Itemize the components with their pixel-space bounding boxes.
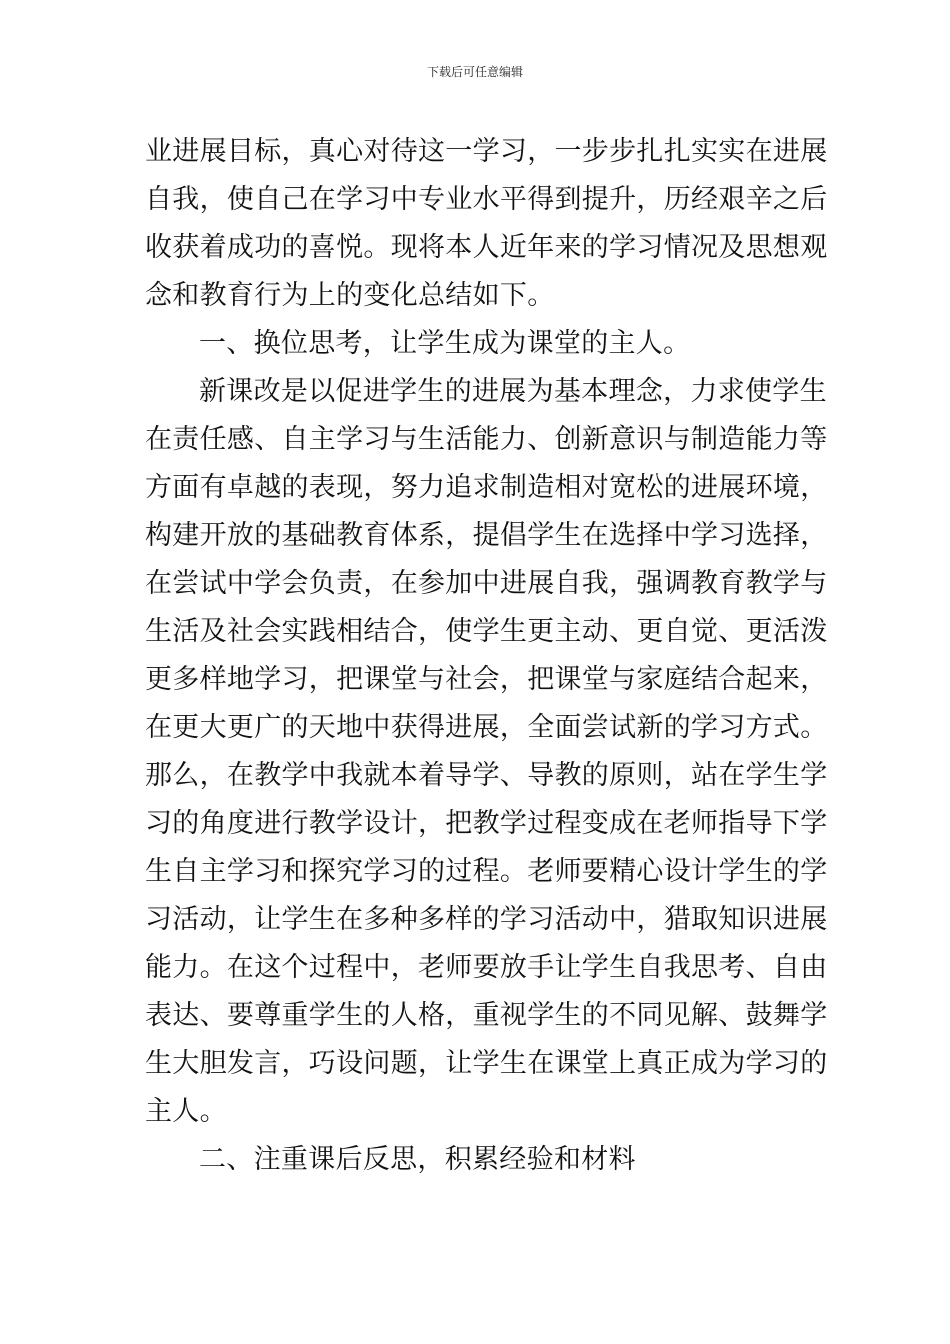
page-header: 下载后可任意编辑	[426, 65, 523, 79]
text-line: 自我，使自己在学习中专业水平得到提升，历经艰辛之后	[145, 184, 828, 215]
text-line: 更多样地学习，把课堂与社会，把课堂与家庭结合起来，	[145, 664, 828, 695]
text-line: 生大胆发言，巧设问题，让学生在课堂上真正成为学习的	[145, 1048, 828, 1079]
section-heading-2: 二、注重课后反思，积累经验和材料	[199, 1144, 636, 1175]
text-line: 在更大更广的天地中获得进展，全面尝试新的学习方式。	[145, 712, 828, 743]
text-line: 习的角度进行教学设计，把教学过程变成在老师指导下学	[145, 808, 828, 839]
section-heading-1: 一、换位思考，让学生成为课堂的主人。	[199, 328, 691, 359]
text-line: 在责任感、自主学习与生活能力、创新意识与制造能力等	[145, 424, 828, 455]
text-line: 念和教育行为上的变化总结如下。	[145, 280, 555, 311]
text-line: 在尝试中学会负责，在参加中进展自我，强调教育教学与	[145, 568, 828, 599]
text-line: 习活动，让学生在多种多样的学习活动中，猎取知识进展	[145, 904, 828, 935]
text-line: 收获着成功的喜悦。现将本人近年来的学习情况及思想观	[145, 232, 828, 263]
text-line: 能力。在这个过程中，老师要放手让学生自我思考、自由	[145, 952, 828, 983]
text-line: 新课改是以促进学生的进展为基本理念，力求使学生	[199, 376, 827, 407]
text-line: 业进展目标，真心对待这一学习，一步步扎扎实实在进展	[145, 136, 828, 167]
text-line: 表达、要尊重学生的人格，重视学生的不同见解、鼓舞学	[145, 1000, 828, 1031]
text-line: 方面有卓越的表现，努力追求制造相对宽松的进展环境，	[145, 472, 828, 503]
text-line: 生自主学习和探究学习的过程。老师要精心设计学生的学	[145, 856, 828, 887]
text-line: 主人。	[145, 1096, 227, 1127]
text-line: 构建开放的基础教育体系，提倡学生在选择中学习选择，	[145, 520, 828, 551]
text-line: 那么，在教学中我就本着导学、导教的原则，站在学生学	[145, 760, 828, 791]
document-body	[145, 128, 828, 1184]
text-line: 生活及社会实践相结合，使学生更主动、更自觉、更活泼	[145, 616, 828, 647]
